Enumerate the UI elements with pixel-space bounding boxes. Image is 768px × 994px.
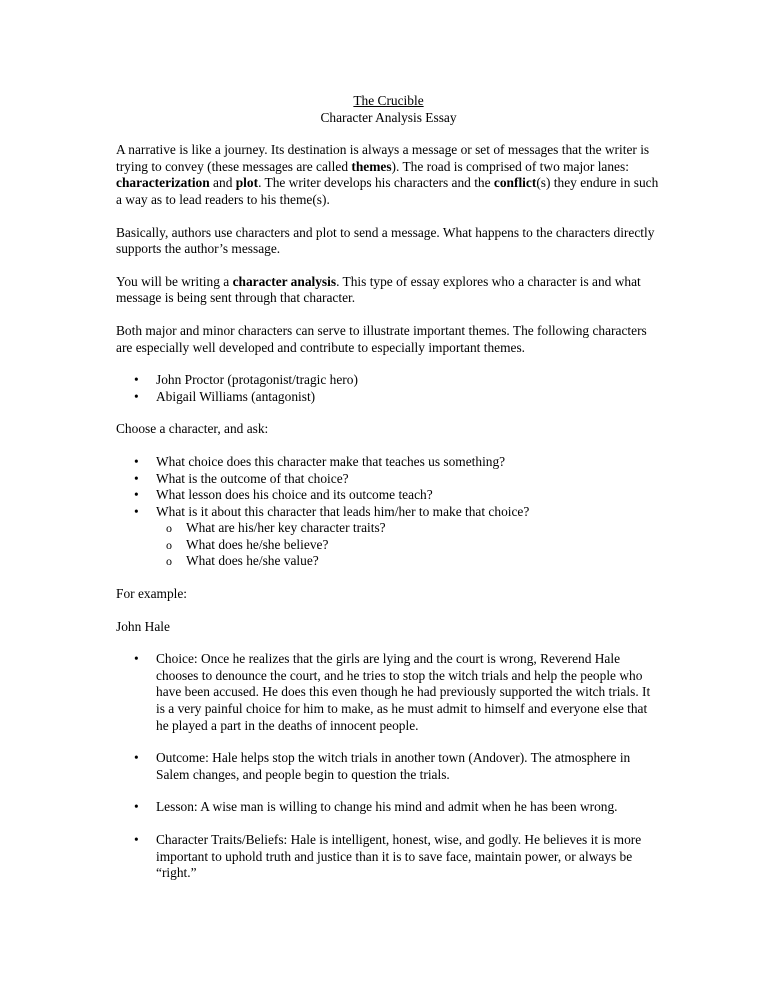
text-span: A narrative is like a journey. Its destination is always a message or set of messages that the writer is trying to convey (these messages are called [116, 142, 650, 174]
text-span: and [209, 175, 236, 191]
intro-paragraph-2: Basically, authors use characters and plot to send a message. What happens to the characters directly supports the author’s message. [116, 224, 655, 257]
document-subtitle: Character Analysis Essay [320, 109, 457, 125]
list-item: • What is the outcome of that choice? [116, 471, 661, 488]
text-span: . The writer develops his characters and the [258, 175, 494, 191]
list-item: o What does he/she value? [156, 553, 661, 570]
list-item: • John Proctor (protagonist/tragic hero) [116, 372, 661, 389]
list-item: • Abigail Williams (antagonist) [116, 389, 661, 406]
text-span: . This type of essay explores who a character is and what message is being sent through that character. [116, 273, 641, 306]
term-plot: plot [235, 175, 259, 191]
intro-paragraph-3 [116, 274, 661, 307]
list-item: • Character Traits/Beliefs: Hale is intelligent, honest, wise, and godly. He believes it is more important to uphold truth and justice than it is to save face, maintain power, or always be “right.” [116, 832, 661, 882]
text-span: You will be writing a [116, 273, 233, 289]
character-list [116, 372, 661, 405]
term-characterization: characterization [116, 175, 210, 191]
list-item: • Outcome: Hale helps stop the witch trials in another town (Andover). The atmosphere in Salem changes, and people begin to question the trials. [116, 750, 661, 783]
list-item: • What choice does this character make that teaches us something? [116, 454, 661, 471]
intro-paragraph-1 [116, 142, 661, 208]
intro-paragraph-4: Both major and minor characters can serve to illustrate important themes. The following characters are especially well developed and contribute to especially important themes. [116, 322, 647, 355]
example-name: John Hale [116, 618, 170, 634]
text-span: (s) they endure in such a way as to lead readers to his theme(s). [116, 175, 659, 207]
list-item: • Lesson: A wise man is willing to change his mind and admit when he has been wrong. [116, 799, 661, 816]
term-conflict: conflict [493, 175, 537, 191]
list-item: o What are his/her key character traits? [156, 520, 661, 537]
list-item: • Choice: Once he realizes that the girls are lying and the court is wrong, Reverend Hale chooses to denounce the court, and he tries to stop the witch trials and help the people who have been accused. He does this even though he had previously supported the witch trials. It is a very painful choice for him to make, as he must admit to himself and everyone else that he played a part in the deaths of innocent people. [116, 651, 661, 734]
document-title: The Crucible [353, 93, 424, 108]
document-header [116, 93, 661, 126]
term-themes: themes [351, 158, 392, 174]
example-label: For example: [116, 586, 188, 602]
example-list [116, 651, 661, 882]
question-list [116, 454, 661, 570]
list-item: • What lesson does his choice and its outcome teach? [116, 487, 661, 504]
question-text: What is it about this character that leads him/her to make that choice? [156, 503, 530, 519]
sub-question-list [156, 520, 661, 570]
list-item [116, 504, 661, 570]
list-item: o What does he/she believe? [156, 537, 661, 554]
choose-prompt: Choose a character, and ask: [116, 421, 269, 437]
term-character-analysis: character analysis [232, 273, 337, 289]
document-page [116, 93, 661, 898]
text-span: ). The road is comprised of two major lanes: [391, 158, 629, 174]
